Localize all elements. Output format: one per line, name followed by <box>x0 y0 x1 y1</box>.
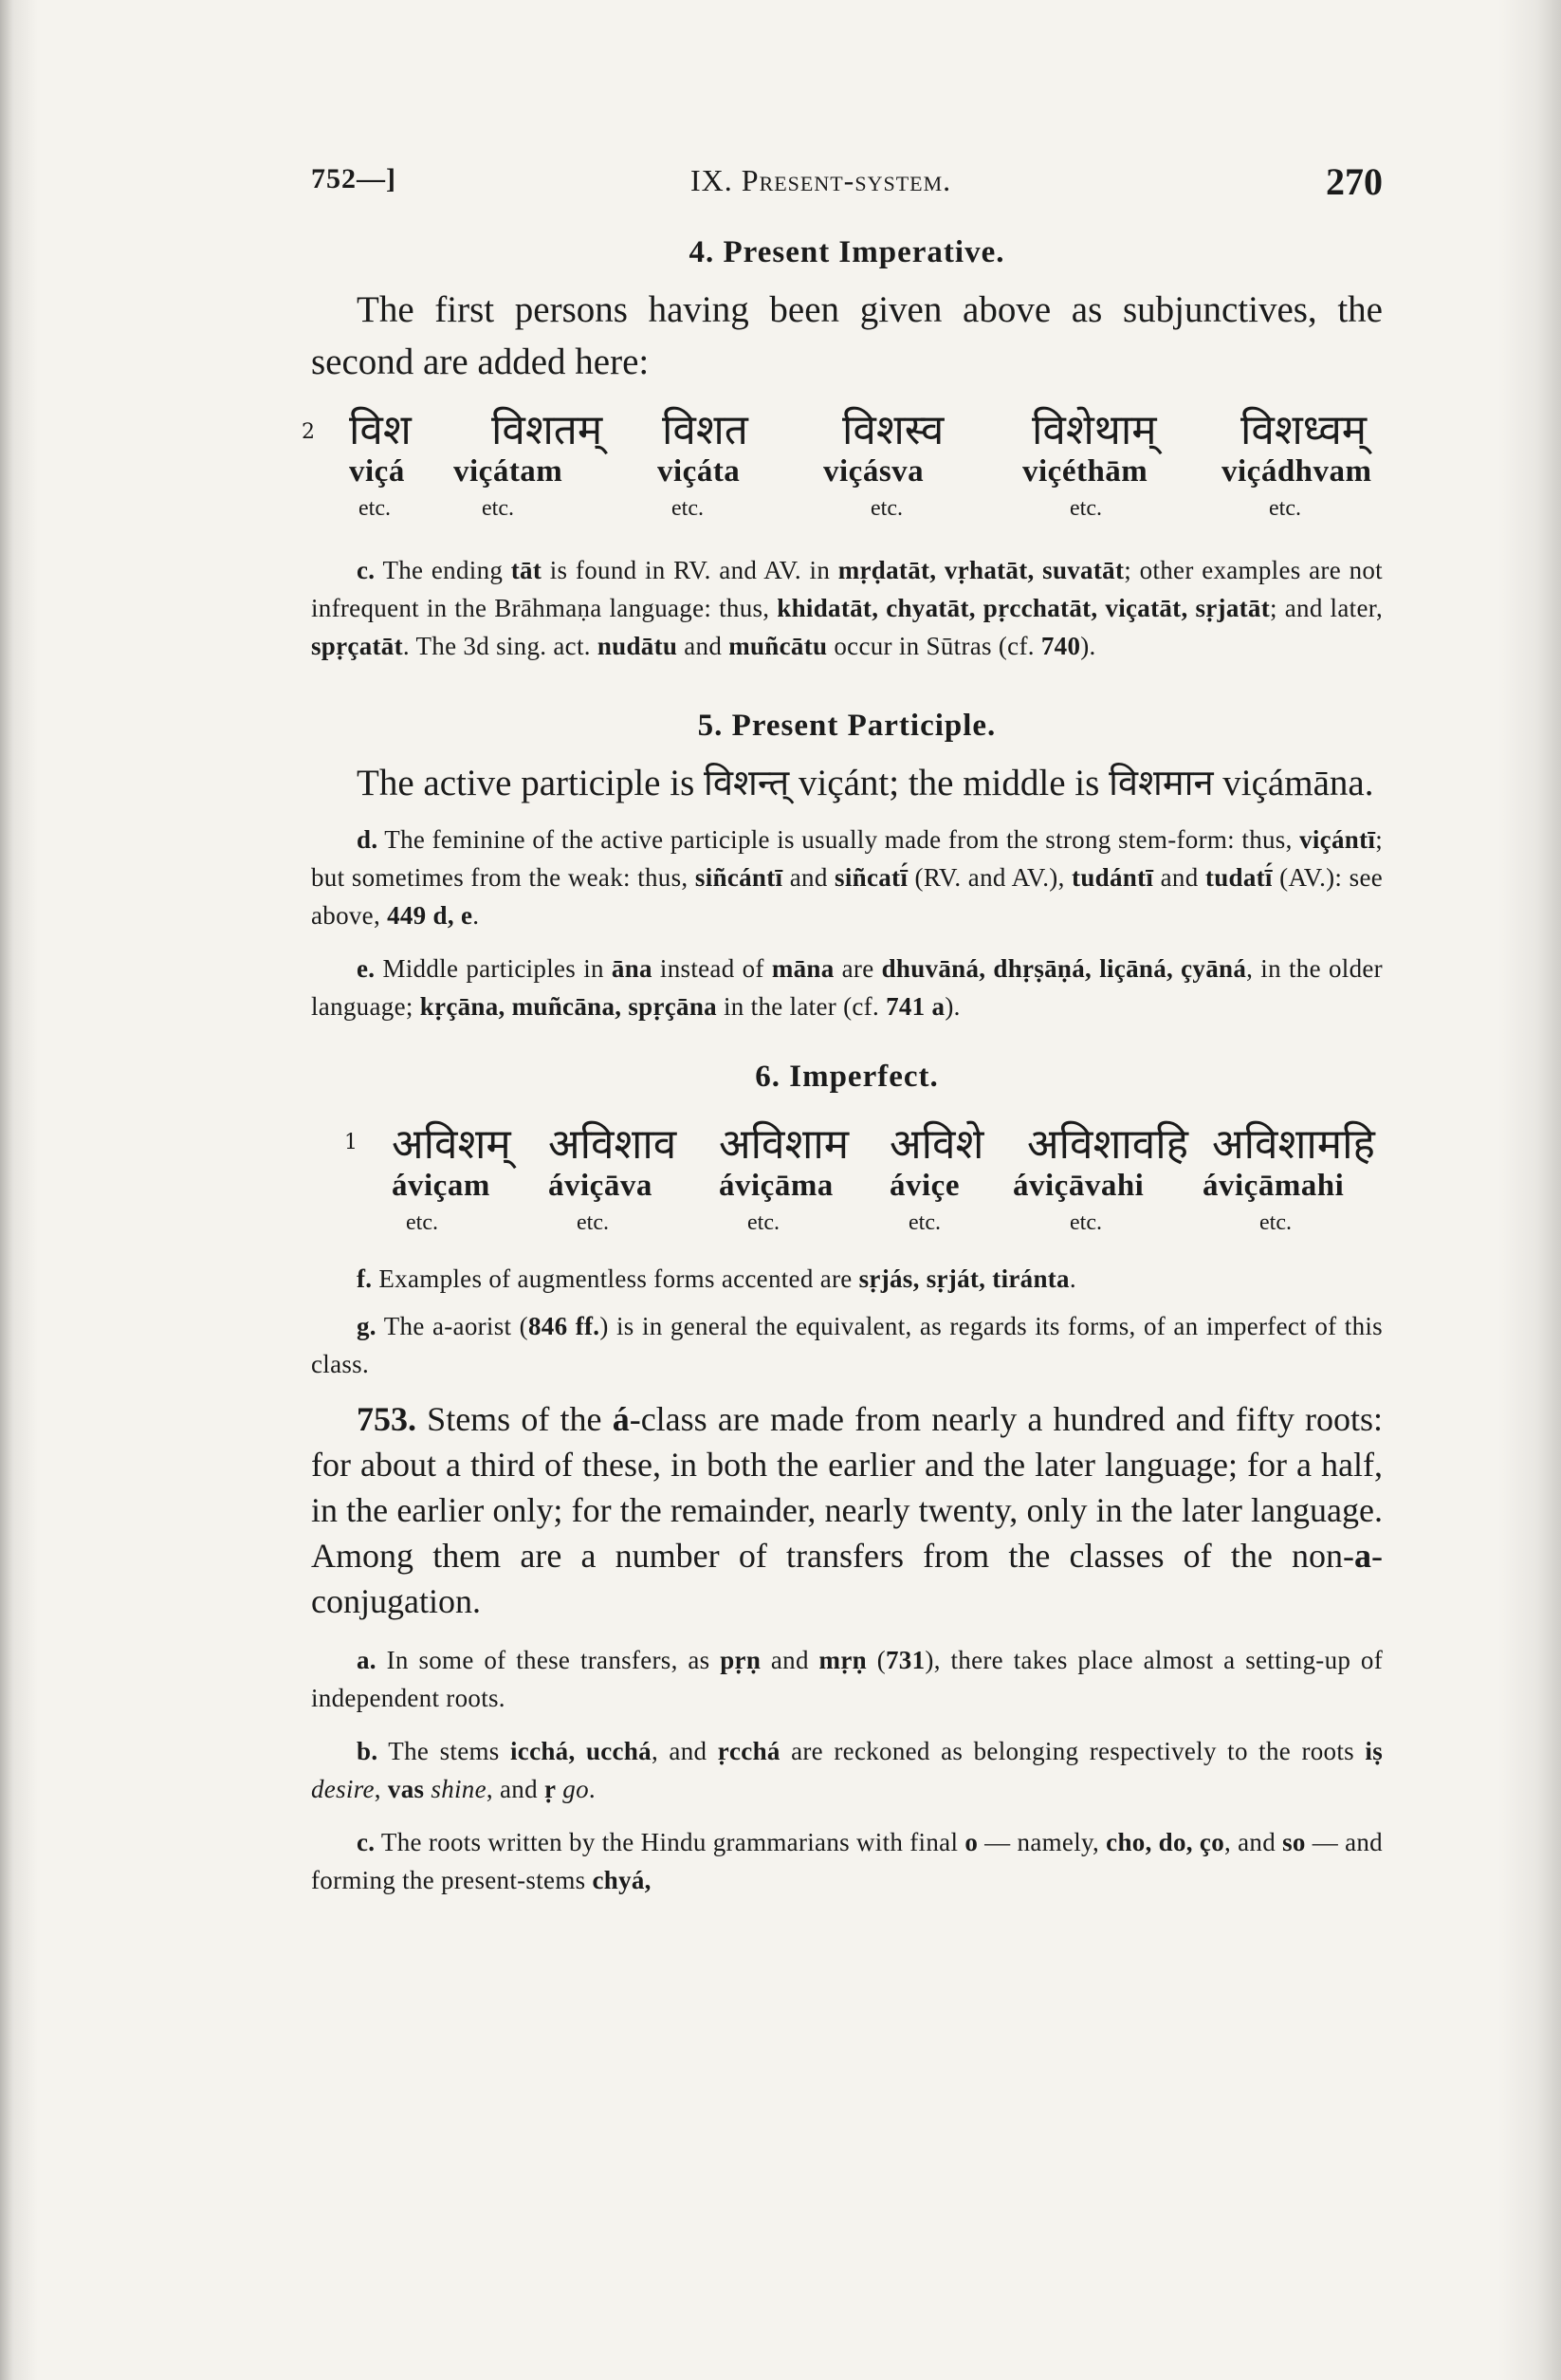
paradigm-transliteration-row <box>311 1169 1383 1210</box>
paradigm-devanagari: अविशावहि <box>1027 1120 1189 1169</box>
imperative-paradigm <box>302 399 1383 542</box>
note-b-753: b. The stems icchá, ucchá, and ṛcchá are reckoned as belonging respectively to the roots iṣ desire, vas shine, and ṛ go. <box>311 1737 1383 1803</box>
note-c-753: c. The roots written by the Hindu grammarians with final o — namely, cho, do, ço, and so — and forming the present-stems chyá, <box>311 1828 1383 1894</box>
imperative-intro: The first persons having been given above as subjunctives, the second are added here: <box>311 289 1383 382</box>
paradigm-etc: etc. <box>1269 496 1301 521</box>
paradigm-etc: etc. <box>482 496 514 521</box>
paradigm-etc: etc. <box>871 496 903 521</box>
paradigm-etc: etc. <box>1259 1210 1292 1235</box>
section-marker: 752—] <box>311 163 396 194</box>
paradigm-transliteration-row <box>311 454 1383 496</box>
paradigm-form: áviçam <box>392 1169 490 1203</box>
heading-imperfect: 6. Imperfect. <box>755 1060 939 1094</box>
note-c-imperative: c. The ending tāt is found in RV. and AV. in mṛḍatāt, vṛhatāt, suvatāt; other examples are not infrequent in the Brāhmaṇa language: thus, khidatāt, chyatāt, pṛcchatāt, viçatāt, sṛjatāt; and later, spṛçatāt. The 3d sing. act. nudātu and muñcātu occur in Sūtras (cf. 740). <box>311 556 1383 660</box>
paradigm-form: viçádhvam <box>1221 454 1372 489</box>
note-g-imperfect: g. The a-aorist (846 ff.) is in general the equivalent, as regards its forms, of an imperfect of this class. <box>311 1312 1383 1378</box>
paradigm-devanagari: विश <box>349 406 412 454</box>
paradigm-form: áviçāvahi <box>1013 1169 1145 1203</box>
heading-present-participle: 5. Present Participle. <box>697 709 997 743</box>
paradigm-etc: etc. <box>1070 1210 1102 1235</box>
paradigm-devanagari: अविशम् <box>392 1120 511 1169</box>
note-d-participle: d. The feminine of the active participle is usually made from the strong stem-form: thus, viçántī; but sometimes from the weak: thus, siñcántī and siñcatī́ (RV. and AV.), tudántī and tudatī́ (AV.): see above, 449 d, e. <box>311 825 1384 930</box>
devanagari-word: विशमान <box>1109 762 1214 803</box>
devanagari-word: विशन्त् <box>704 762 790 803</box>
paradigm-form: áviçe <box>890 1169 960 1203</box>
imperfect-paradigm <box>311 1114 1383 1256</box>
paradigm-form: áviçāva <box>548 1169 652 1203</box>
paradigm-etc-row <box>311 496 1383 534</box>
paradigm-devanagari: विशस्व <box>842 406 945 454</box>
paradigm-devanagari-row <box>311 399 1383 454</box>
paradigm-form: viçáta <box>657 454 741 489</box>
paradigm-person-number: 1 <box>344 1131 358 1154</box>
paradigm-etc: etc. <box>747 1210 780 1235</box>
paradigm-etc: etc. <box>671 496 704 521</box>
note-a-753: a. In some of these transfers, as pṛṇ and mṛṇ (731), there takes place almost a setting-up of independent roots. <box>311 1646 1384 1712</box>
running-title: IX. Present-system. <box>690 163 952 197</box>
paradigm-devanagari: विशत <box>662 406 748 454</box>
paradigm-etc: etc. <box>358 496 391 521</box>
paradigm-devanagari: अविशे <box>890 1120 984 1169</box>
paradigm-form: viçéthām <box>1022 454 1148 489</box>
paradigm-devanagari: अविशामहि <box>1212 1120 1375 1169</box>
paradigm-form: viçá <box>349 454 405 489</box>
paradigm-devanagari: अविशाम <box>719 1120 850 1169</box>
paradigm-devanagari: विशेथाम् <box>1032 406 1157 454</box>
paradigm-devanagari: अविशाव <box>548 1120 677 1169</box>
note-label: c. <box>357 556 376 584</box>
note-f-imperfect: f. Examples of augmentless forms accented are sṛjás, sṛját, tiránta. <box>357 1264 1076 1293</box>
paradigm-etc: etc. <box>1070 496 1102 521</box>
participle-intro: The active participle is विशन्त् viçánt; the middle is विशमान viçámāna. <box>357 762 1374 803</box>
paradigm-form: áviçāmahi <box>1203 1169 1345 1203</box>
running-header <box>311 142 1383 218</box>
paradigm-form: viçátam <box>453 454 563 489</box>
page-number: 270 <box>1326 160 1383 203</box>
paradigm-devanagari: विशध्वम् <box>1240 406 1368 454</box>
paradigm-etc: etc. <box>406 1210 438 1235</box>
heading-present-imperative: 4. Present Imperative. <box>689 235 1005 269</box>
paradigm-form: viçásva <box>823 454 925 489</box>
paragraph-753: 753. Stems of the á-class are made from nearly a hundred and fifty roots: for about a third of these, in both the earlier and the later language; for a half, in the earlier only; for the remainder, nearly twenty, only in the later language. Among them are a number of transfers from the classes of the non-a-conjugation. <box>311 1400 1384 1620</box>
paradigm-devanagari-row <box>311 1114 1383 1169</box>
paradigm-etc: etc. <box>577 1210 609 1235</box>
page-content <box>302 142 1384 1899</box>
paradigm-form: áviçāma <box>719 1169 834 1203</box>
note-e-participle: e. Middle participles in āna instead of māna are dhuvāná, dhṛṣāṇá, liçāná, çyāná, in the older language; kṛçāna, muñcāna, spṛçāna in the later (cf. 741 a). <box>311 954 1383 1021</box>
paradigm-etc-row <box>311 1210 1383 1248</box>
paradigm-devanagari: विशतम् <box>491 406 603 454</box>
paradigm-etc: etc. <box>909 1210 941 1235</box>
paradigm-person-number: 2 <box>302 420 315 444</box>
